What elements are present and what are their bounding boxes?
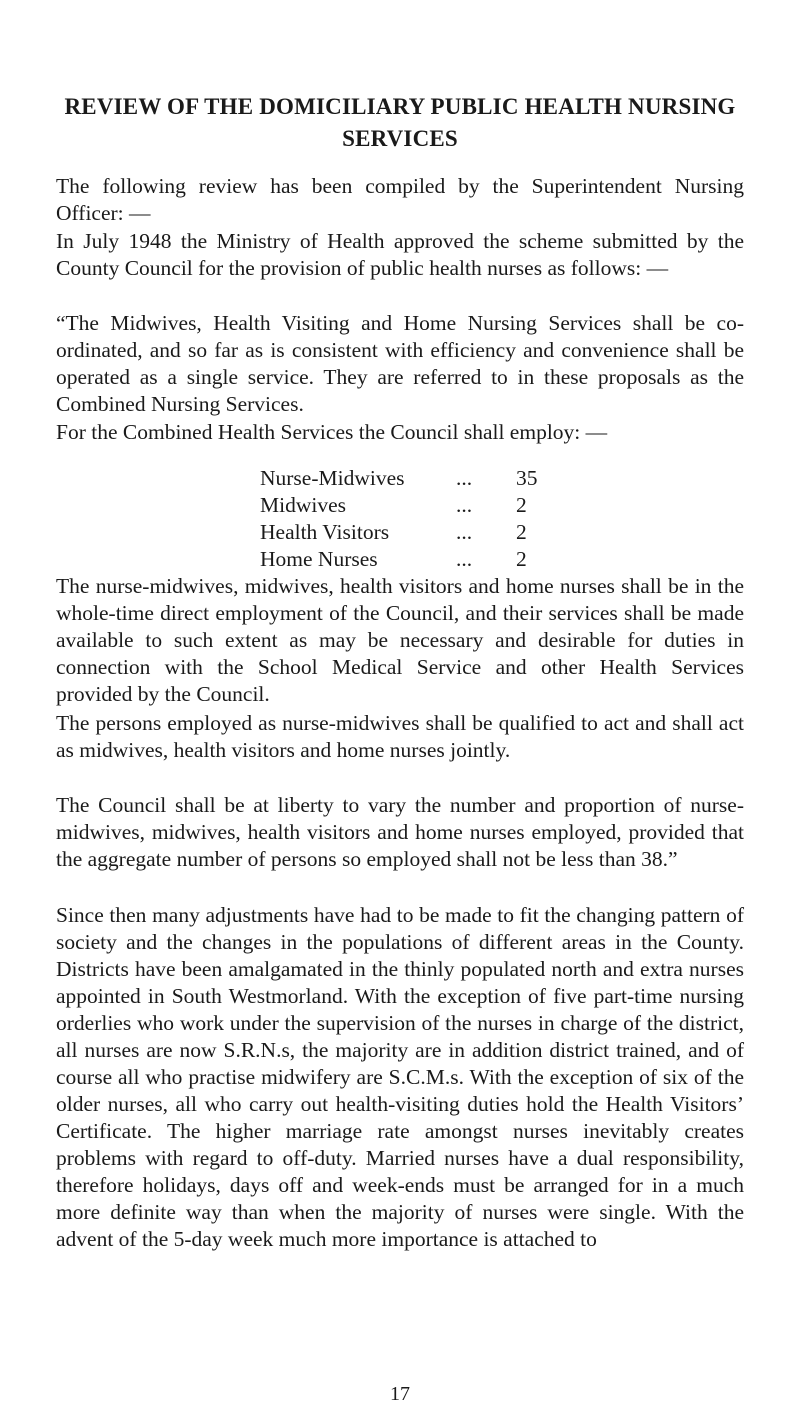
staff-count: 2 — [516, 520, 527, 544]
staff-table — [260, 465, 560, 573]
leader-dots: ... — [456, 547, 473, 571]
quote-paragraph: “The Midwives, Health Visiting and Home Nursing Services shall be co-ordinated, and so far as is consistent with efficiency and convenience shall be operated as a single service. They are referred to in these proposals as the Combined Nursing Services. — [56, 311, 744, 416]
employment-paragraph: The nurse-midwives, midwives, health visitors and home nurses shall be in the whole-time direct employment of the Council, and their services shall be made available to such extent as may be necessary and desirable for duties in connection with the School Medical Service and other Health Services provided by the Council. — [56, 574, 744, 706]
qualification-paragraph: The persons employed as nurse-midwives shall be qualified to act and shall act as midwives, health visitors and home nurses jointly. — [56, 711, 744, 762]
staff-row — [260, 519, 560, 546]
staff-role: Health Visitors — [260, 520, 390, 544]
staff-row — [260, 465, 560, 492]
staff-row — [260, 546, 560, 573]
leader-dots: ... — [456, 493, 473, 517]
scheme-paragraph: In July 1948 the Ministry of Health approved the scheme submitted by the County Council for the provision of public health nurses as follows: — — [56, 229, 744, 280]
staff-count: 35 — [516, 466, 538, 490]
staff-role: Midwives — [260, 493, 346, 517]
liberty-paragraph: The Council shall be at liberty to vary the number and proportion of nurse-midwives, midwives, health visitors and home nurses employed, provided that the aggregate number of persons so employed shall not be less than 38.” — [56, 793, 744, 871]
staff-count: 2 — [516, 547, 527, 571]
employ-paragraph: For the Combined Health Services the Council shall employ: — — [56, 420, 608, 444]
staff-role: Home Nurses — [260, 547, 378, 571]
adjustments-paragraph: Since then many adjustments have had to be made to fit the changing pattern of society and the changes in the populations of different areas in the County. Districts have been amalgamated in the thinly populated north and extra nurses appointed in South Westmorland. With the exception of five part-time nursing orderlies who work under the supervision of the nurses in charge of the district, all nurses are now S.R.N.s, the majority are in addition district trained, and of course all who practise midwifery are S.C.M.s. With the exception of six of the older nurses, all who carry out health-visiting duties hold the Health Visitors’ Certificate. The higher marriage rate amongst nurses inevitably creates problems with regard to off-duty. Married nurses have a dual responsibility, therefore holidays, days off and week-ends must be arranged for in a much more definite way than when the majority of nurses were single. With the advent of the 5-day week much more importance is attached to — [56, 903, 744, 1251]
leader-dots: ... — [456, 466, 473, 490]
page-title: REVIEW OF THE DOMICILIARY PUBLIC HEALTH NURSING SERVICES — [64, 94, 736, 151]
staff-count: 2 — [516, 493, 527, 517]
page-number: 17 — [390, 1383, 410, 1405]
intro-paragraph: The following review has been compiled by the Superintendent Nursing Officer: — — [56, 174, 744, 225]
staff-row — [260, 492, 560, 519]
leader-dots: ... — [456, 520, 473, 544]
staff-role: Nurse-Midwives — [260, 466, 405, 490]
